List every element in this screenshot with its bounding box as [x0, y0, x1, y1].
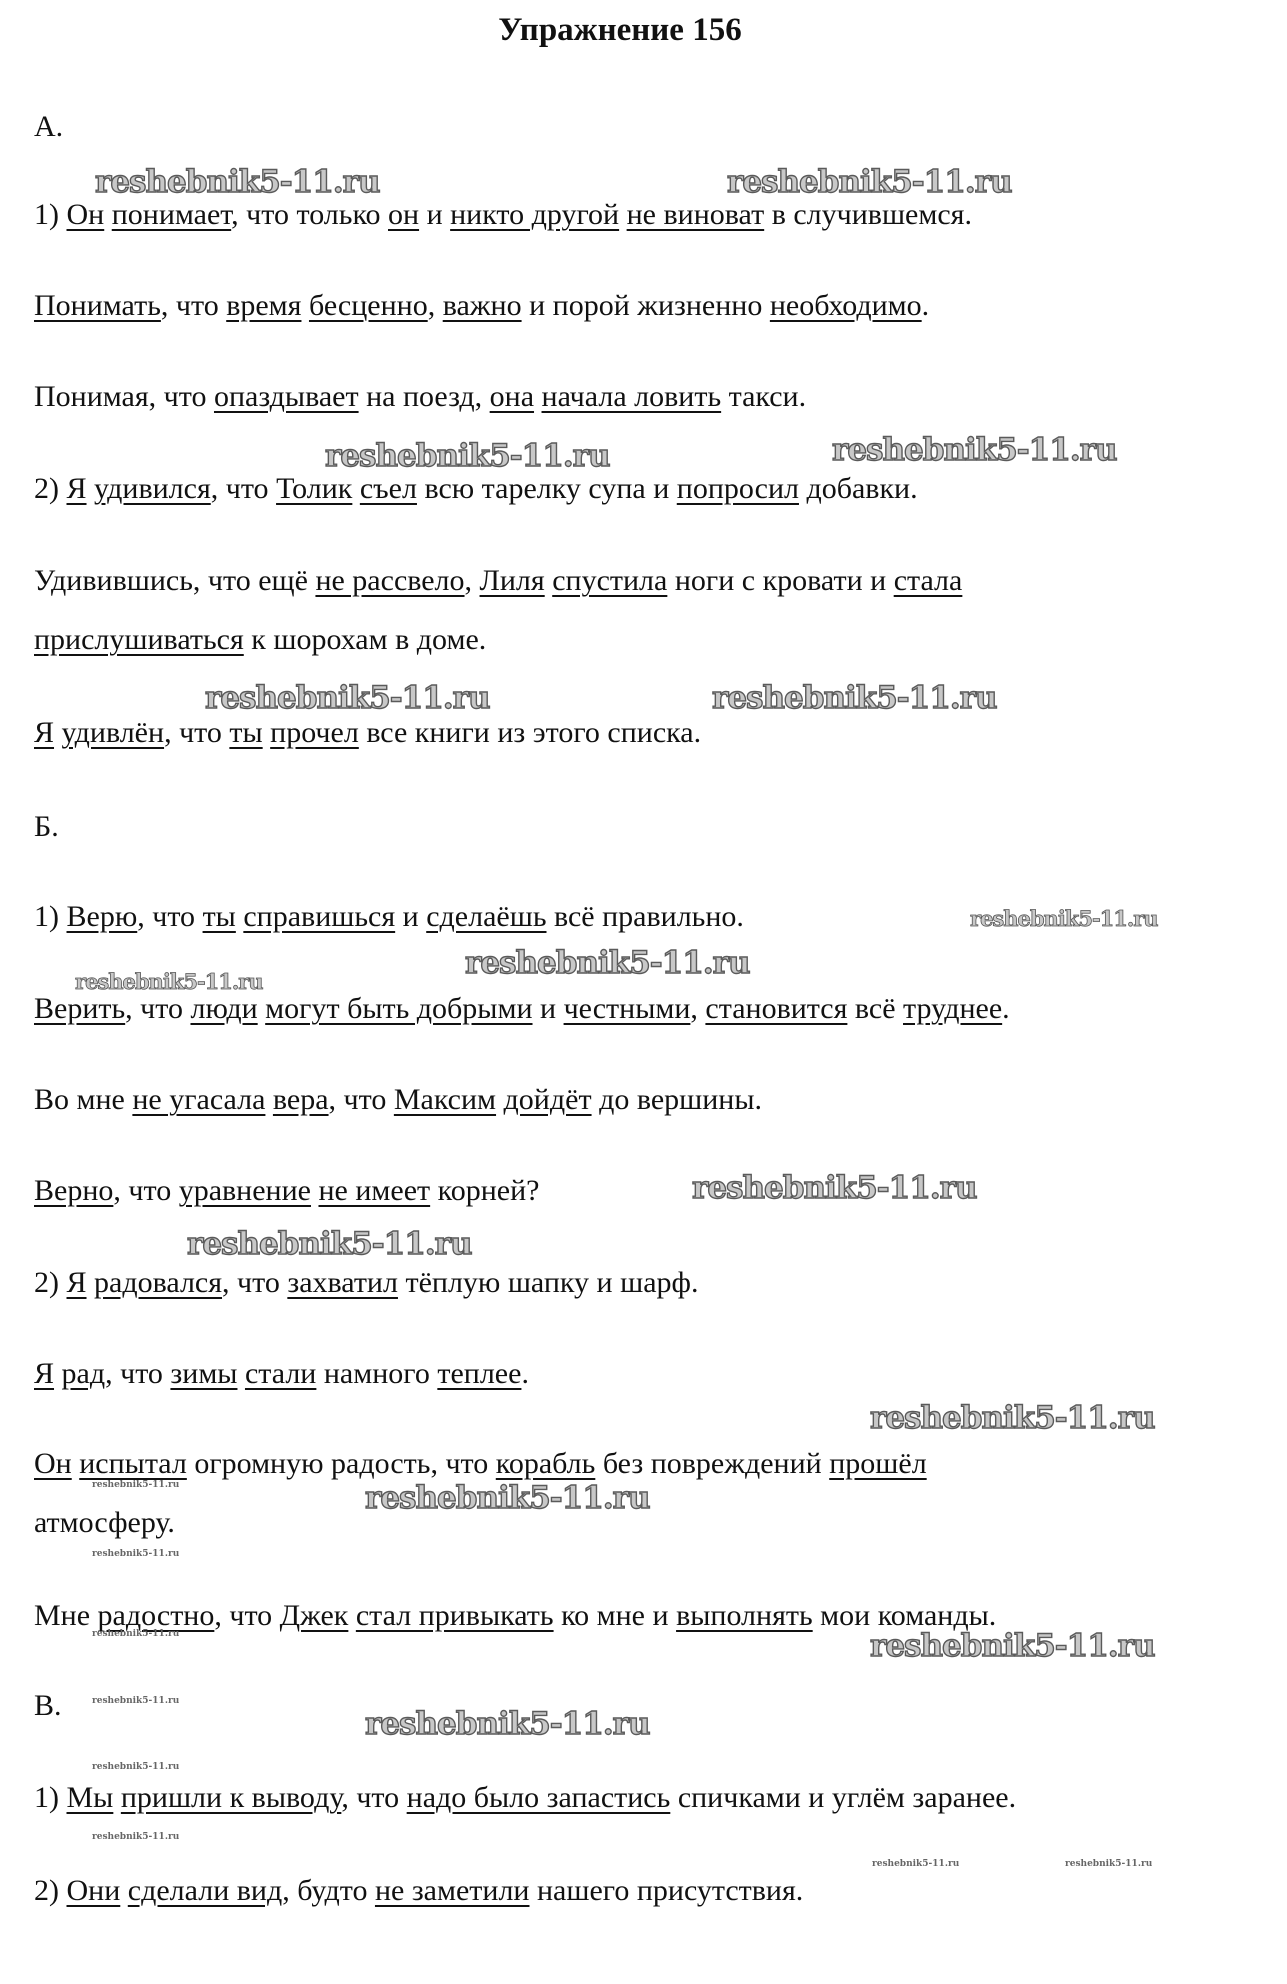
- underlined-word: удивился: [94, 472, 211, 505]
- underlined-word: радовался: [94, 1266, 223, 1299]
- watermark: reshebnik5-11.ru: [365, 1480, 650, 1516]
- underlined-word: Я: [66, 1266, 87, 1299]
- watermark: reshebnik5-11.ru: [187, 1226, 472, 1262]
- sentence-line: Я удивлён, что ты прочел все книги из этого списка.: [34, 716, 702, 749]
- underlined-word: дойдёт: [503, 1083, 592, 1116]
- watermark: reshebnik5-11.ru: [205, 680, 490, 716]
- watermark: reshebnik5-11.ru: [92, 1629, 180, 1639]
- sentence-line: Удивившись, что ещё не рассвело, Лиля спустила ноги с кровати и стала: [34, 564, 963, 597]
- watermark: reshebnik5-11.ru: [92, 1832, 180, 1842]
- underlined-word: Я: [66, 472, 87, 505]
- underlined-word: время: [226, 289, 302, 322]
- underlined-word: ты: [202, 900, 236, 933]
- underlined-word: становится: [705, 992, 848, 1025]
- underlined-word: Джек: [279, 1599, 349, 1632]
- sentence-line: 1) Мы пришли к выводу, что надо было запастись спичками и углём заранее.: [34, 1781, 1017, 1814]
- sentence-line: 2) Они сделали вид, будто не заметили нашего присутствия.: [34, 1874, 804, 1907]
- sentence-line: 1) Он понимает, что только он и никто другой не виноват в случившемся.: [34, 198, 972, 231]
- watermark: reshebnik5-11.ru: [75, 969, 263, 994]
- underlined-word: вера: [272, 1083, 329, 1116]
- watermark: reshebnik5-11.ru: [872, 1859, 960, 1869]
- underlined-word: необходимо: [769, 289, 922, 322]
- underlined-word: Они: [66, 1874, 121, 1907]
- sentence-line: Верно, что уравнение не имеет корней?: [34, 1174, 540, 1207]
- underlined-word: справишься: [243, 900, 396, 933]
- underlined-word: Верю: [66, 900, 138, 933]
- underlined-word: сделаёшь: [426, 900, 547, 933]
- section-heading-v: В.: [34, 1689, 62, 1722]
- underlined-word: важно: [442, 289, 522, 322]
- underlined-word: Лиля: [479, 564, 545, 597]
- underlined-word: испытал: [79, 1447, 187, 1480]
- underlined-word: уравнение: [178, 1174, 311, 1207]
- underlined-word: начала ловить: [541, 380, 722, 413]
- section-heading-b: Б.: [34, 810, 59, 843]
- watermark: reshebnik5-11.ru: [365, 1706, 650, 1742]
- underlined-word: зимы: [170, 1357, 238, 1390]
- underlined-word: она: [489, 380, 535, 413]
- underlined-word: съел: [359, 472, 417, 505]
- underlined-word: никто другой: [450, 198, 620, 231]
- underlined-word: Мы: [66, 1781, 114, 1814]
- underlined-word: спустила: [552, 564, 668, 597]
- underlined-word: надо было запастись: [406, 1781, 671, 1814]
- watermark: reshebnik5-11.ru: [692, 1170, 977, 1206]
- sentence-line: Мне радостно, что Джек стал привыкать ко мне и выполнять мои команды.: [34, 1599, 997, 1632]
- sentence-line: прислушиваться к шорохам в доме.: [34, 623, 487, 656]
- underlined-word: Максим: [393, 1083, 497, 1116]
- underlined-word: прочел: [270, 716, 359, 749]
- page-title: Упражнение 156: [498, 12, 742, 48]
- sentence-line: Понимать, что время бесценно, важно и порой жизненно необходимо.: [34, 289, 930, 322]
- sentence-line: 1) Верю, что ты справишься и сделаёшь всё правильно.: [34, 900, 744, 933]
- underlined-word: стали: [244, 1357, 317, 1390]
- underlined-word: сделали вид: [127, 1874, 283, 1907]
- sentence-line: Верить, что люди могут быть добрыми и честными, становится всё труднее.: [34, 992, 1010, 1025]
- underlined-word: корабль: [495, 1447, 596, 1480]
- watermark: reshebnik5-11.ru: [970, 906, 1158, 931]
- underlined-word: могут быть добрыми: [265, 992, 533, 1025]
- watermark: reshebnik5-11.ru: [712, 680, 997, 716]
- watermark: reshebnik5-11.ru: [92, 1696, 180, 1706]
- underlined-word: не имеет: [318, 1174, 431, 1207]
- underlined-word: Верно: [34, 1174, 114, 1207]
- underlined-word: выполнять: [676, 1599, 813, 1632]
- watermark: reshebnik5-11.ru: [727, 164, 1012, 200]
- watermark: reshebnik5-11.ru: [92, 1480, 180, 1490]
- underlined-word: Он: [66, 198, 105, 231]
- underlined-word: люди: [190, 992, 258, 1025]
- underlined-word: не рассвело: [315, 564, 465, 597]
- underlined-word: Толик: [276, 472, 353, 505]
- underlined-word: захватил: [287, 1266, 398, 1299]
- underlined-word: ты: [229, 716, 263, 749]
- sentence-line: Во мне не угасала вера, что Максим дойдёт до вершины.: [34, 1083, 762, 1116]
- underlined-word: не виноват: [626, 198, 765, 231]
- underlined-word: прошёл: [829, 1447, 927, 1480]
- underlined-word: честными: [563, 992, 691, 1025]
- watermark: reshebnik5-11.ru: [870, 1400, 1155, 1436]
- underlined-word: Я: [34, 716, 55, 749]
- underlined-word: Он: [34, 1447, 72, 1480]
- underlined-word: Я: [34, 1357, 55, 1390]
- watermark: reshebnik5-11.ru: [465, 945, 750, 981]
- sentence-line: Понимая, что опаздывает на поезд, она начала ловить такси.: [34, 380, 807, 413]
- watermark: reshebnik5-11.ru: [1065, 1859, 1153, 1869]
- underlined-word: он: [388, 198, 420, 231]
- underlined-word: удивлён: [61, 716, 165, 749]
- watermark: reshebnik5-11.ru: [92, 1762, 180, 1772]
- sentence-line: 2) Я удивился, что Толик съел всю тарелку супа и попросил добавки.: [34, 472, 918, 505]
- underlined-word: прислушиваться: [34, 623, 244, 656]
- underlined-word: стал привыкать: [355, 1599, 554, 1632]
- underlined-word: Понимать: [34, 289, 161, 322]
- watermark: reshebnik5-11.ru: [92, 1549, 180, 1559]
- underlined-word: труднее: [903, 992, 1003, 1025]
- sentence-line: Я рад, что зимы стали намного теплее.: [34, 1357, 529, 1390]
- watermark: reshebnik5-11.ru: [832, 432, 1117, 468]
- underlined-word: Верить: [34, 992, 126, 1025]
- sentence-line: 2) Я радовался, что захватил тёплую шапку и шарф.: [34, 1266, 699, 1299]
- underlined-word: опаздывает: [213, 380, 359, 413]
- underlined-word: рад: [61, 1357, 106, 1390]
- underlined-word: стала: [893, 564, 963, 597]
- watermark: reshebnik5-11.ru: [870, 1628, 1155, 1664]
- underlined-word: бесценно: [308, 289, 428, 322]
- sentence-line: Он испытал огромную радость, что корабль без повреждений прошёл: [34, 1447, 927, 1480]
- underlined-word: теплее: [437, 1357, 522, 1390]
- underlined-word: попросил: [676, 472, 799, 505]
- underlined-word: не угасала: [132, 1083, 266, 1116]
- underlined-word: пришли к выводу: [120, 1781, 342, 1814]
- underlined-word: понимает: [111, 198, 232, 231]
- watermark: reshebnik5-11.ru: [95, 164, 380, 200]
- section-heading-a: А.: [34, 110, 64, 143]
- watermark: reshebnik5-11.ru: [325, 438, 610, 474]
- underlined-word: радостно: [97, 1599, 215, 1632]
- sentence-line: атмосферу.: [34, 1506, 175, 1539]
- underlined-word: не заметили: [374, 1874, 530, 1907]
